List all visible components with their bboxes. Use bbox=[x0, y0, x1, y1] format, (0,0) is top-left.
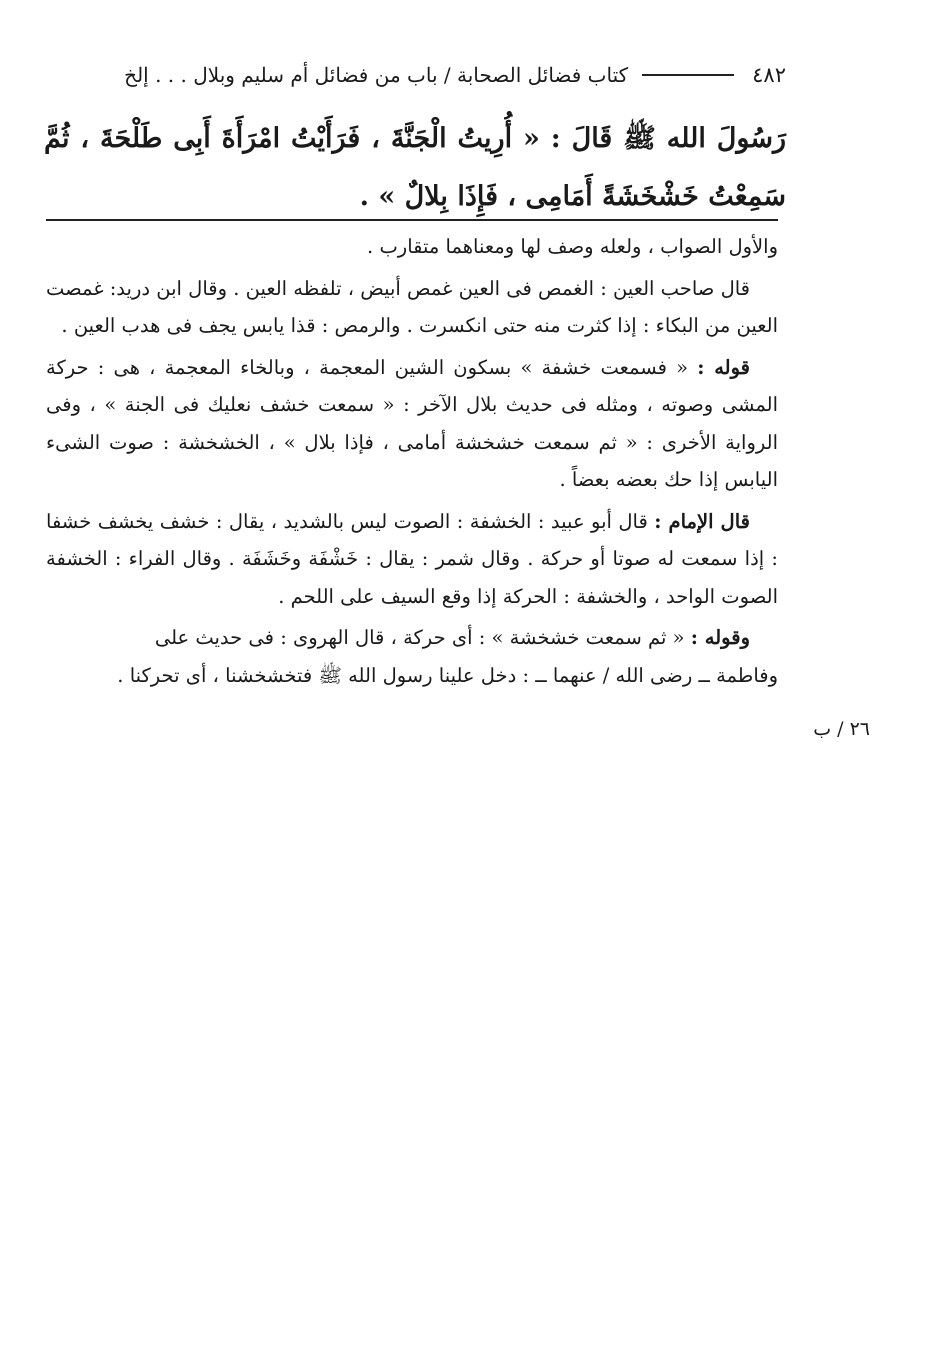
manuscript-folio-reference: ٢٦ / ب bbox=[813, 718, 870, 740]
paragraph-lead: وقوله : bbox=[690, 626, 750, 649]
running-title: كتاب فضائل الصحابة / باب من فضائل أم سليم وبلال . . . إلخ bbox=[124, 63, 629, 87]
paragraph-body: « فسمعت خشفة » بسكون الشين المعجمة ، وبالخاء المعجمة ، هى : حركة المشى وصوته ، ومثله فى حديث بلال الآخر : « سمعت خشف نعليك فى الجنة » ، وفى الرواية الأخرى : « ثم سمعت خشخشة أمامى ، فإذا بلال » ، الخشخشة : صوت الشىء اليابس إذا حك بعضه بعضاً . bbox=[46, 355, 778, 491]
paragraph-lead: قوله : bbox=[697, 355, 751, 379]
commentary-paragraph-5-continuation: وفاطمة ــ رضى الله / عنهما ــ : دخل علينا رسول الله ﷺ فتخشخشنا ، أى تحركنا . bbox=[117, 663, 778, 687]
paragraph-lead: قال الإمام : bbox=[654, 509, 750, 533]
page-number: ٤٨٢ bbox=[752, 63, 786, 87]
paragraph-body: « ثم سمعت خشخشة » : أى حركة ، قال الهروى : فى حديث على bbox=[154, 626, 685, 649]
commentary-paragraph-1: والأول الصواب ، ولعله وصف لها ومعناهما متقارب . bbox=[367, 235, 778, 258]
hadith-text: رَسُولَ الله ﷺ قَالَ : « أُرِيتُ الْجَنَّةَ ، فَرَأَيْتُ امْرَأَةَ أَبِى طَلْحَةَ ، ثُمَّ سَمِعْتُ خَشْخَشَةً أَمَامِى ، فَإِذَا بِلالٌ » . bbox=[44, 123, 786, 212]
paragraph-body: قال أبو عبيد : الخشفة : الصوت ليس بالشديد ، يقال : خشف يخشف خشفا : إذا سمعت له صوتا أو حركة . وقال شمر : يقال : خَشْفَة وخَشَفَة . وقال الفراء : الخشفة الصوت الواحد ، والخشفة : الحركة إذا وقع السيف على اللحم . bbox=[46, 509, 778, 608]
running-head bbox=[44, 58, 786, 92]
text-separator-rule bbox=[46, 219, 778, 221]
commentary-paragraph-2: قال صاحب العين : الغمص فى العين غمص أبيض ، تلفظه العين . وقال ابن دريد: غمصت العين من البكاء : إذا كثرت منه حتى انكسرت . والرمص : قذا يابس يجف فى هدب العين . bbox=[46, 276, 778, 337]
commentary-paragraph-4 bbox=[46, 503, 778, 616]
commentary-paragraph-3 bbox=[46, 349, 778, 499]
header-rule bbox=[642, 74, 734, 76]
commentary-paragraph-5 bbox=[46, 619, 778, 657]
commentary bbox=[46, 228, 778, 698]
